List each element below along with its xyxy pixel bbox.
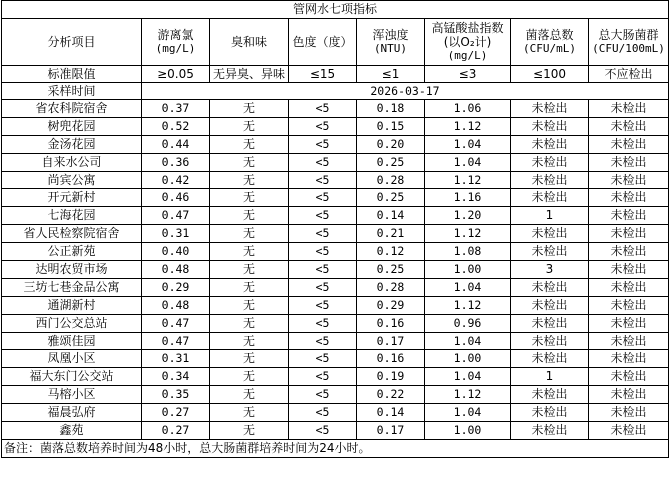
value-cell: 1.04 [425,278,511,296]
table-row [2,100,669,118]
value-cell: 0.29 [357,296,425,314]
site-name-cell: 西门公交总站 [2,314,142,332]
value-cell: 未检出 [589,117,669,135]
value-cell: 0.17 [357,332,425,350]
value-cell: 未检出 [511,296,589,314]
site-name-cell: 通湖新村 [2,296,142,314]
value-cell: <5 [289,153,357,171]
site-name-cell: 金汤花园 [2,135,142,153]
value-cell: 0.36 [142,153,210,171]
table-row [2,225,669,243]
site-name-cell: 凤凰小区 [2,350,142,368]
value-cell: 1.08 [425,243,511,261]
standard-value: 不应检出 [589,66,669,83]
value-cell: 1.04 [425,332,511,350]
value-cell: 无 [210,350,289,368]
value-cell: 未检出 [589,422,669,440]
value-cell: 0.17 [357,422,425,440]
table-row [2,117,669,135]
value-cell: 0.19 [357,368,425,386]
value-cell: 无 [210,100,289,118]
value-cell: 未检出 [511,422,589,440]
value-cell: 未检出 [511,386,589,404]
value-cell: 未检出 [589,189,669,207]
note-table [1,439,669,458]
value-cell: <5 [289,117,357,135]
value-cell: 0.27 [142,404,210,422]
value-cell: 无 [210,261,289,279]
site-name-cell: 鑫苑 [2,422,142,440]
value-cell: 1.04 [425,368,511,386]
site-name-cell: 福晨弘府 [2,404,142,422]
value-cell: 1.12 [425,171,511,189]
value-cell: 未检出 [511,404,589,422]
table-row [2,243,669,261]
header-color: 色度（度） [289,19,357,66]
standard-row [2,66,669,83]
value-cell: 未检出 [589,296,669,314]
standard-label: 标准限值 [2,66,142,83]
value-cell: 0.40 [142,243,210,261]
value-cell: 未检出 [511,171,589,189]
value-cell: 0.20 [357,135,425,153]
value-cell: 未检出 [589,332,669,350]
value-cell: 未检出 [589,261,669,279]
value-cell: 0.12 [357,243,425,261]
value-cell: 无 [210,171,289,189]
value-cell: <5 [289,404,357,422]
table-row [2,171,669,189]
value-cell: 未检出 [589,100,669,118]
value-cell: 1.12 [425,117,511,135]
site-name-cell: 达明农贸市场 [2,261,142,279]
value-cell: 0.25 [357,189,425,207]
value-cell: 1.00 [425,422,511,440]
value-cell: 1.06 [425,100,511,118]
site-name-cell: 七海花园 [2,207,142,225]
value-cell: 0.27 [142,422,210,440]
value-cell: 1.04 [425,404,511,422]
site-name-cell: 马榕小区 [2,386,142,404]
value-cell: 0.22 [357,386,425,404]
standard-value: ≤1 [357,66,425,83]
value-cell: 1.20 [425,207,511,225]
value-cell: 未检出 [589,350,669,368]
value-cell: 0.28 [357,278,425,296]
value-cell: 无 [210,189,289,207]
value-cell: 无 [210,153,289,171]
value-cell: 无 [210,117,289,135]
value-cell: 0.21 [357,225,425,243]
value-cell: 未检出 [589,243,669,261]
site-name-cell: 雅颂佳园 [2,332,142,350]
site-name-cell: 福大东门公交站 [2,368,142,386]
value-cell: 无 [210,386,289,404]
table-row [2,404,669,422]
value-cell: 0.47 [142,332,210,350]
value-cell: 无 [210,314,289,332]
value-cell: 0.28 [357,171,425,189]
value-cell: 0.37 [142,100,210,118]
standard-value: ≤3 [425,66,511,83]
value-cell: 未检出 [589,386,669,404]
standard-value: ≤100 [511,66,589,83]
value-cell: <5 [289,422,357,440]
header-turbidity: 浑浊度 (NTU) [357,19,425,66]
value-cell: 未检出 [589,225,669,243]
value-cell: 0.44 [142,135,210,153]
value-cell: 0.25 [357,261,425,279]
value-cell: 0.18 [357,100,425,118]
note-text: 备注：菌落总数培养时间为48小时，总大肠菌群培养时间为24小时。 [2,439,669,457]
value-cell: 1.00 [425,350,511,368]
value-cell: 未检出 [511,332,589,350]
value-cell: 1.12 [425,225,511,243]
site-name-cell: 公正新苑 [2,243,142,261]
value-cell: 未检出 [589,314,669,332]
value-cell: 0.31 [142,225,210,243]
value-cell: 0.29 [142,278,210,296]
table-row [2,153,669,171]
value-cell: <5 [289,296,357,314]
value-cell: 未检出 [589,207,669,225]
value-cell: 无 [210,296,289,314]
table-row [2,135,669,153]
value-cell: 0.16 [357,314,425,332]
value-cell: <5 [289,100,357,118]
value-cell: 1.16 [425,189,511,207]
value-cell: 1.04 [425,153,511,171]
table-row [2,189,669,207]
value-cell: 1 [511,368,589,386]
table-row [2,386,669,404]
value-cell: 未检出 [589,368,669,386]
value-cell: <5 [289,314,357,332]
value-cell: 0.14 [357,207,425,225]
value-cell: <5 [289,189,357,207]
value-cell: 无 [210,368,289,386]
title-row [2,1,669,19]
header-item: 分析项目 [2,19,142,66]
header-colony-count: 菌落总数 (CFU/mL) [511,19,589,66]
value-cell: <5 [289,332,357,350]
value-cell: 3 [511,261,589,279]
value-cell: 0.48 [142,296,210,314]
value-cell: 1 [511,207,589,225]
value-cell: 未检出 [589,171,669,189]
value-cell: 未检出 [589,278,669,296]
value-cell: 0.16 [357,350,425,368]
value-cell: 未检出 [589,153,669,171]
header-row [2,19,669,66]
table-row [2,296,669,314]
value-cell: 0.47 [142,207,210,225]
site-name-cell: 开元新村 [2,189,142,207]
table-row [2,207,669,225]
value-cell: 无 [210,135,289,153]
value-cell: 无 [210,243,289,261]
value-cell: 0.14 [357,404,425,422]
value-cell: <5 [289,386,357,404]
site-name-cell: 尚宾公寓 [2,171,142,189]
header-odor: 臭和味 [210,19,289,66]
table-row [2,314,669,332]
value-cell: 未检出 [511,153,589,171]
value-cell: <5 [289,207,357,225]
site-name-cell: 省农科院宿舍 [2,100,142,118]
site-name-cell: 省人民检察院宿舍 [2,225,142,243]
header-permanganate: 高锰酸盐指数 (以O₂计) (mg/L) [425,19,511,66]
value-cell: 0.42 [142,171,210,189]
standard-value: 无异臭、异味 [210,66,289,83]
value-cell: 0.52 [142,117,210,135]
value-cell: <5 [289,243,357,261]
site-name-cell: 三坊七巷金品公寓 [2,278,142,296]
value-cell: 未检出 [511,350,589,368]
value-cell: 无 [210,207,289,225]
value-cell: 无 [210,422,289,440]
value-cell: 0.47 [142,314,210,332]
value-cell: 1.12 [425,386,511,404]
value-cell: 未检出 [511,189,589,207]
note-row [2,439,669,457]
standard-value: ≥0.05 [142,66,210,83]
value-cell: <5 [289,261,357,279]
header-coliform: 总大肠菌群 (CFU/100mL) [589,19,669,66]
value-cell: 1.12 [425,296,511,314]
sampling-date: 2026-03-17 [142,83,669,100]
value-cell: 未检出 [589,135,669,153]
value-cell: 0.31 [142,350,210,368]
site-name-cell: 树兜花园 [2,117,142,135]
value-cell: 无 [210,278,289,296]
value-cell: <5 [289,278,357,296]
value-cell: 未检出 [511,100,589,118]
standard-value: ≤15 [289,66,357,83]
value-cell: 1.00 [425,261,511,279]
water-quality-table [1,0,669,440]
value-cell: 未检出 [511,314,589,332]
value-cell: 0.25 [357,153,425,171]
table-row [2,261,669,279]
value-cell: 1.04 [425,135,511,153]
value-cell: <5 [289,368,357,386]
table-row [2,368,669,386]
value-cell: 未检出 [511,278,589,296]
value-cell: 无 [210,404,289,422]
value-cell: 无 [210,332,289,350]
table-row [2,350,669,368]
value-cell: 0.46 [142,189,210,207]
value-cell: 未检出 [511,225,589,243]
site-name-cell: 自来水公司 [2,153,142,171]
value-cell: 0.35 [142,386,210,404]
value-cell: 未检出 [511,135,589,153]
table-row [2,278,669,296]
value-cell: 0.15 [357,117,425,135]
header-free-chlorine: 游离氯 (mg/L) [142,19,210,66]
table-title: 管网水七项指标 [2,1,669,19]
table-row [2,422,669,440]
value-cell: <5 [289,225,357,243]
sampling-label: 采样时间 [2,83,142,100]
value-cell: 0.48 [142,261,210,279]
value-cell: 未检出 [589,404,669,422]
value-cell: <5 [289,350,357,368]
value-cell: 0.96 [425,314,511,332]
value-cell: 未检出 [511,243,589,261]
value-cell: 0.34 [142,368,210,386]
sampling-row [2,83,669,100]
value-cell: <5 [289,135,357,153]
value-cell: <5 [289,171,357,189]
value-cell: 未检出 [511,117,589,135]
table-row [2,332,669,350]
value-cell: 无 [210,225,289,243]
